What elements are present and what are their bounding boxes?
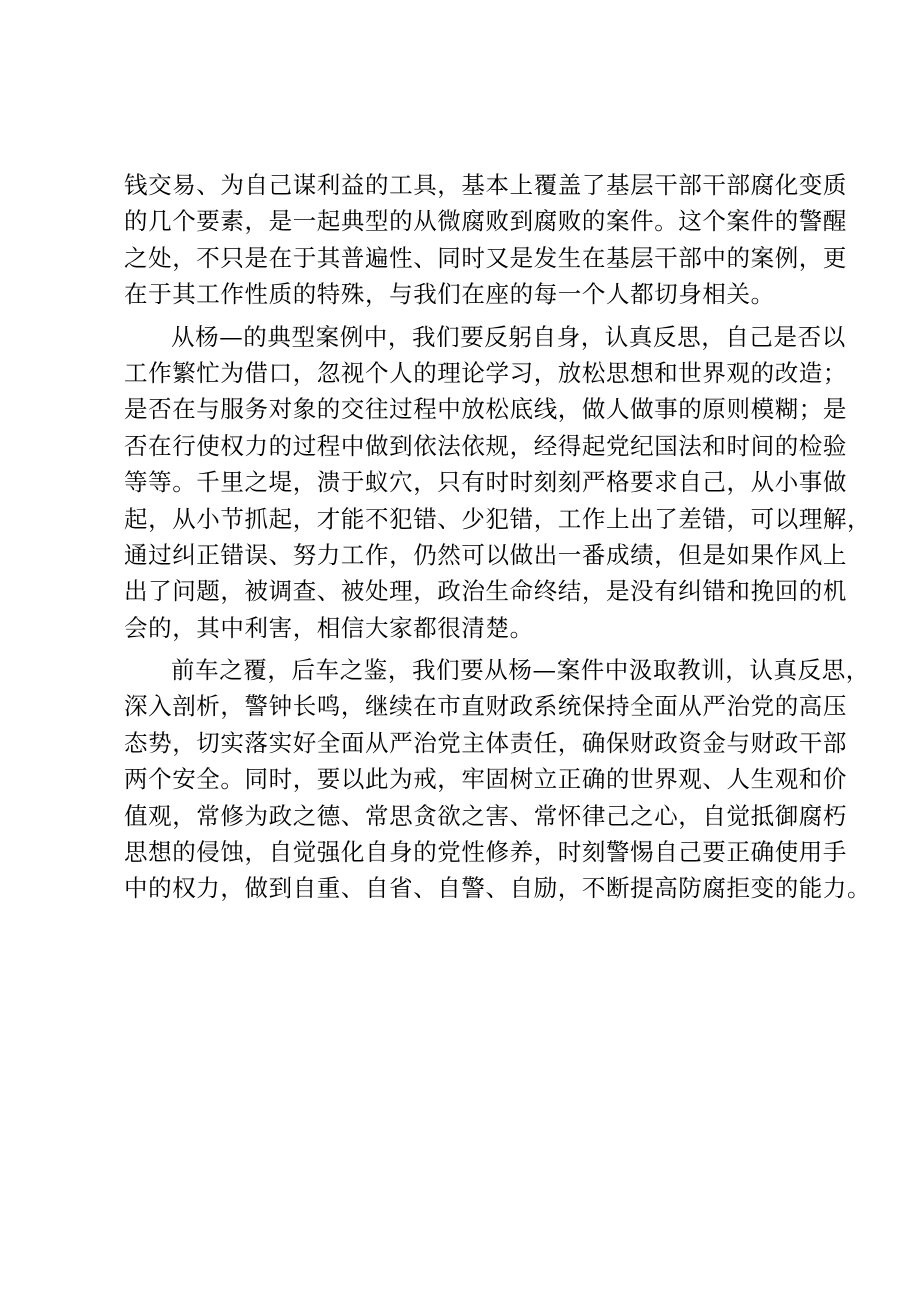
paragraph-line: 之处，不只是在于其普遍性、同时又是发生在基层干部中的案例，更 [124,243,847,272]
document-body [124,167,872,907]
paragraph-line: 钱交易、为自己谋利益的工具，基本上覆盖了基层干部干部腐化变质 [124,171,847,199]
paragraph-line: 值观，常修为政之德、常思贪欲之害、常怀律己之心，自觉抵御腐朽 [124,801,847,830]
paragraph-2 [124,319,872,647]
paragraph-line: 通过纠正错误、努力工作，仍然可以做出一番成绩，但是如果作风上 [124,540,847,569]
paragraph-line: 中的权力，做到自重、自省、自警、自励，不断提高防腐拒变的能力。 [124,874,872,903]
paragraph-3 [124,652,872,907]
paragraph-line: 工作繁忙为借口，忽视个人的理论学习，放松思想和世界观的改造； [124,358,847,387]
paragraph-line: 等等。千里之堤，溃于蚁穴，只有时时刻刻严格要求自己，从小事做 [124,468,847,497]
paragraph-line: 两个安全。同时，要以此为戒，牢固树立正确的世界观、人生观和价 [124,765,847,794]
paragraph-line: 的几个要素，是一起典型的从微腐败到腐败的案件。这个案件的警醒 [124,207,847,236]
paragraph-1 [124,167,847,313]
paragraph-line: 在于其工作性质的特殊，与我们在座的每一个人都切身相关。 [124,280,775,309]
paragraph-line: 是否在与服务对象的交往过程中放松底线，做人做事的原则模糊；是 [124,395,847,424]
paragraph-line: 态势，切实落实好全面从严治党主体责任，确保财政资金与财政干部 [124,728,847,757]
paragraph-line: 起，从小节抓起，才能不犯错、少犯错，工作上出了差错，可以理解， [124,504,872,533]
paragraph-line: 前车之覆，后车之鉴，我们要从杨—案件中汲取教训，认真反思， [171,656,870,685]
paragraph-line: 思想的侵蚀，自觉强化自身的党性修养，时刻警惕自己要正确使用手 [124,838,847,867]
paragraph-line: 否在行使权力的过程中做到依法依规，经得起党纪国法和时间的检验 [124,431,847,460]
paragraph-line: 深入剖析，警钟长鸣，继续在市直财政系统保持全面从严治党的高压 [124,692,847,721]
paragraph-line: 会的，其中利害，相信大家都很清楚。 [124,613,534,642]
paragraph-line: 从杨—的典型案例中，我们要反躬自身，认真反思，自己是否以 [171,322,846,351]
paragraph-line: 出了问题，被调查、被处理，政治生命终结，是没有纠错和挽回的机 [124,577,847,606]
